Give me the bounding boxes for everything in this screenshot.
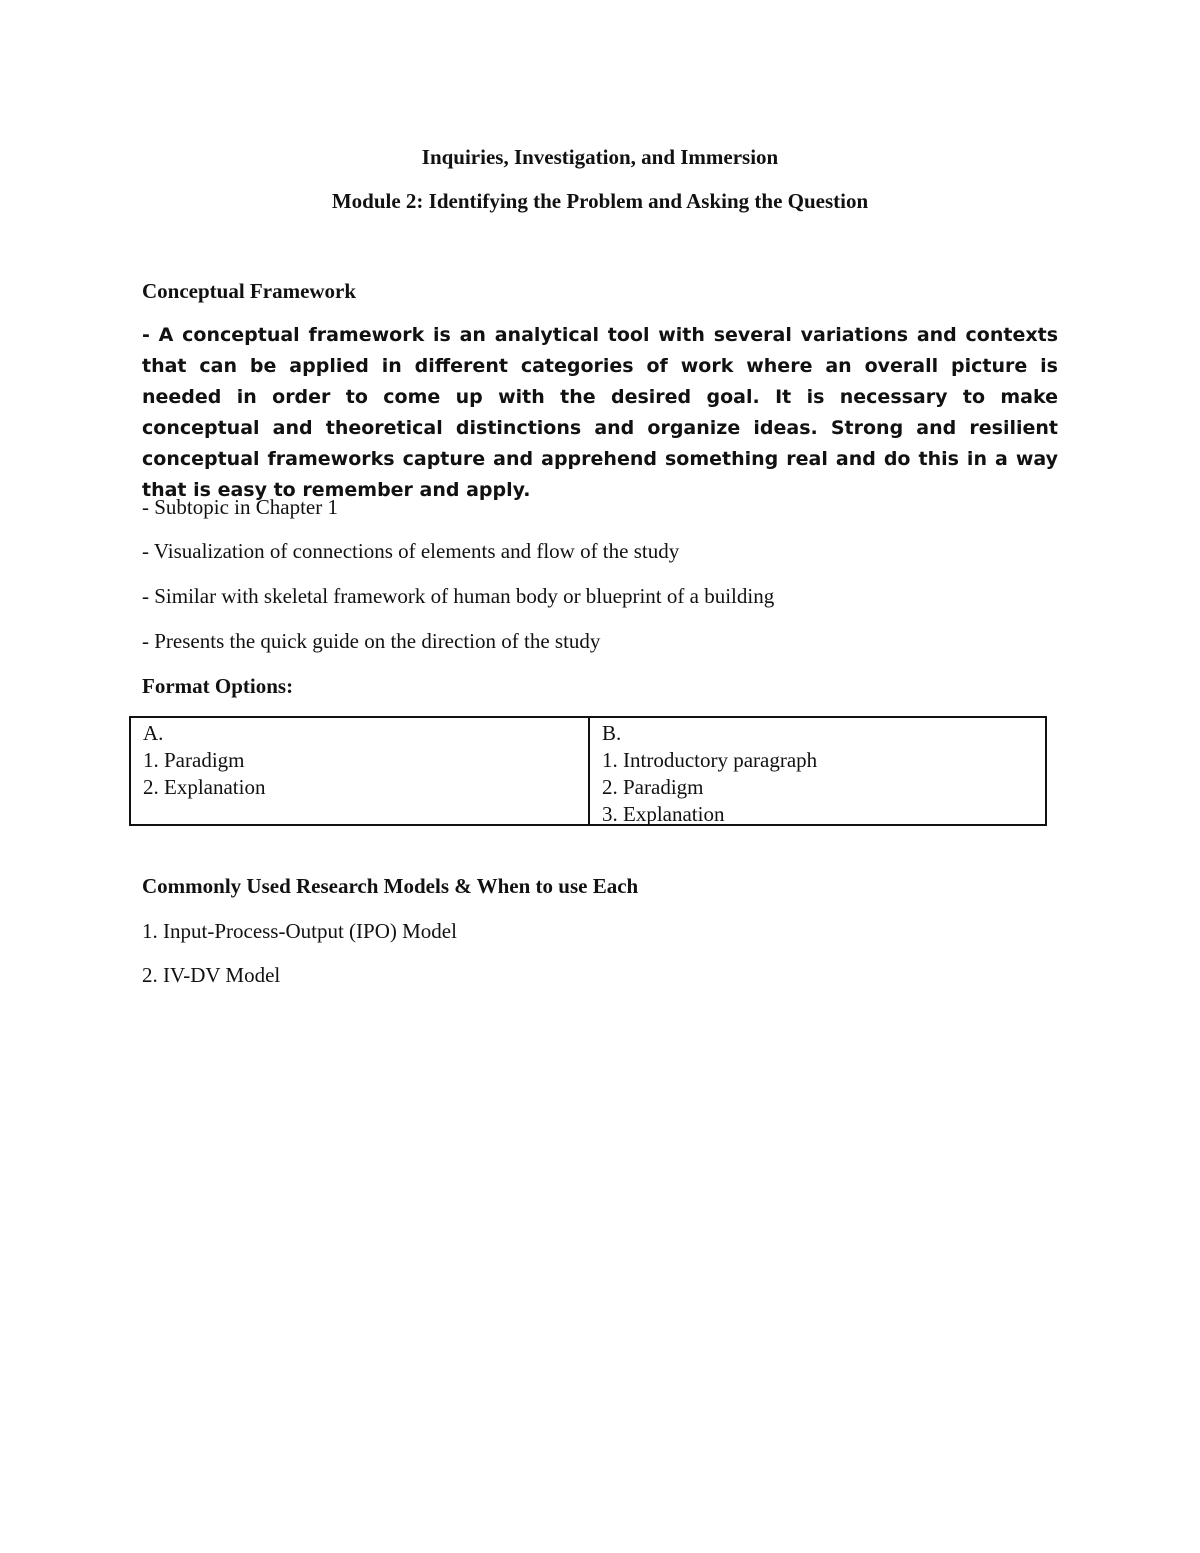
bullet-item: - Similar with skeletal framework of human body or blueprint of a building — [142, 584, 775, 608]
bullet-item: - Visualization of connections of elements and flow of the study — [142, 539, 680, 563]
document-title: Inquiries, Investigation, and Immersion — [421, 145, 779, 169]
bullet-item: - Subtopic in Chapter 1 — [142, 495, 338, 519]
format-option-item: 3. Explanation — [602, 802, 725, 826]
format-options-table — [129, 716, 1047, 826]
bullet-item: - Presents the quick guide on the direction of the study — [142, 629, 601, 653]
research-model-item: 2. IV-DV Model — [142, 963, 281, 987]
format-option-label: B. — [602, 721, 622, 745]
format-option-item: 1. Introductory paragraph — [602, 748, 818, 772]
format-option-item: 2. Explanation — [143, 775, 266, 799]
format-option-a-cell — [131, 718, 590, 824]
research-model-item: 1. Input-Process-Output (IPO) Model — [142, 919, 457, 943]
conceptual-framework-paragraph: - A conceptual framework is an analytical tool with several variations and contexts that can be applied in different categories of work where an overall picture is needed in order to come up with the desired goal. It is necessary to make conceptual and theoretical distinctions and organize ideas. Strong and resilient conceptual frameworks capture and apprehend something real and do this in a way that is easy to remember and apply. — [142, 324, 1058, 501]
format-option-label: A. — [143, 721, 164, 745]
format-option-item: 1. Paradigm — [143, 748, 245, 772]
document-subtitle: Module 2: Identifying the Problem and Asking the Question — [331, 189, 869, 213]
research-models-heading: Commonly Used Research Models & When to use Each — [142, 874, 639, 898]
section-heading-conceptual-framework: Conceptual Framework — [142, 279, 357, 303]
format-option-b-cell — [590, 718, 1045, 824]
format-options-heading: Format Options: — [142, 674, 294, 698]
format-option-item: 2. Paradigm — [602, 775, 704, 799]
